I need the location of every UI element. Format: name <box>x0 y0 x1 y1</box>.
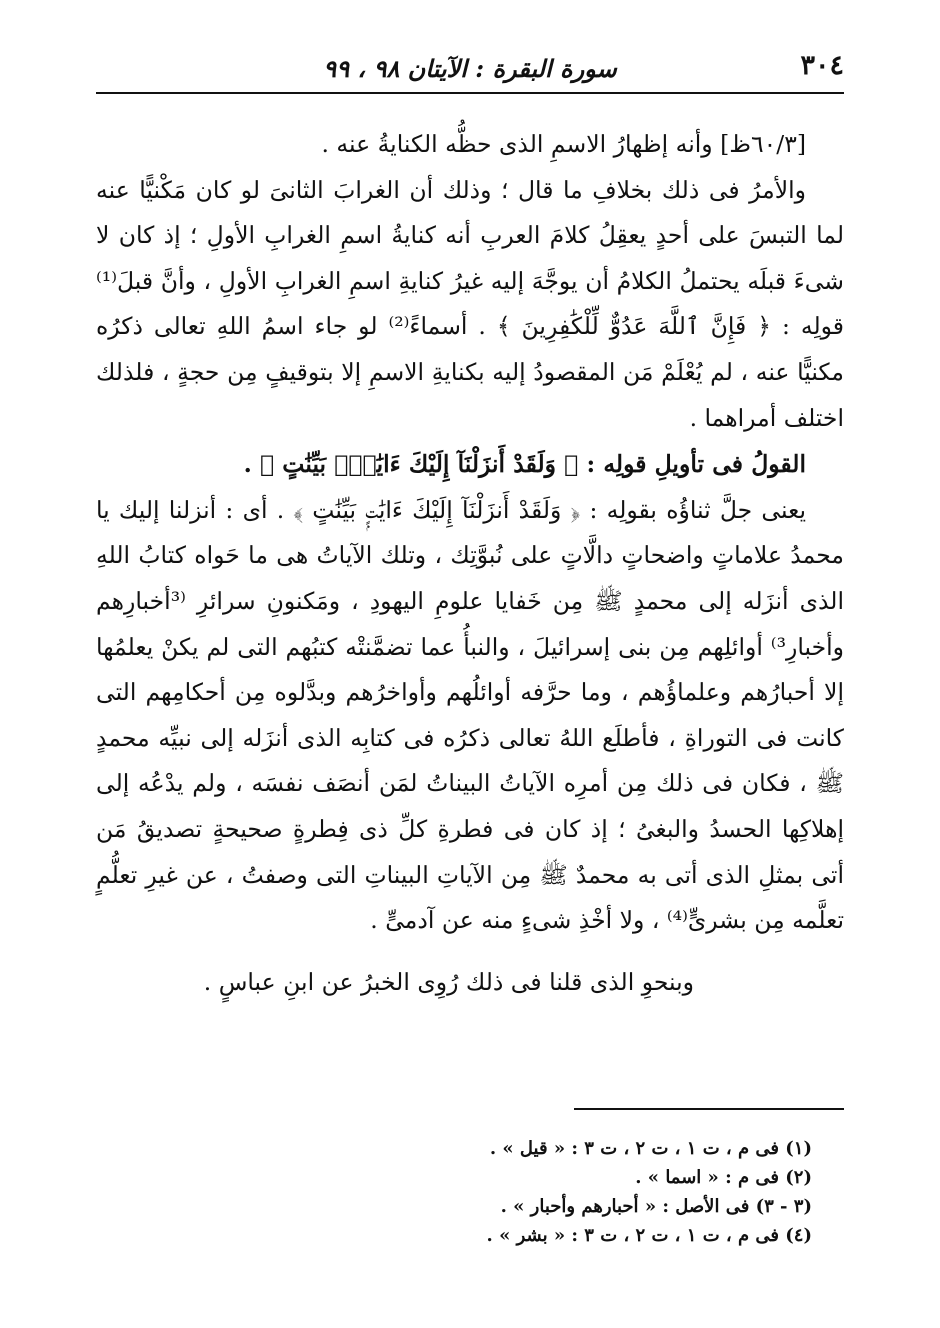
footnote-3: (٣ - ٣) فى الأصل : « أحبارهم وأحبار » . <box>500 1196 812 1217</box>
paragraph-3: يعنى جلَّ ثناؤُه بقولِه : ﴿ وَلَقَدْ أَنزَلْنَآ إِلَيْكَ ءَايَٰتٍۭ بَيِّنَٰتٍ ﴾ . أى : أنزلنا إليك يا محمدُ علاماتٍ واضحاتٍ دالَّاتٍ على نُبوَّتِك ، وتلك الآياتُ هى ما حَواه كتابُ اللهِ الذى أنزَله إلى محمدٍ ﷺ مِن خَفايا علومِ اليهودِ ، ومَكنونِ سرائرِ ⁽³أخبارِهم وأخبارِ³⁾ أوائلِهم مِن بنى إسرائيلَ ، والنبأُ عما تضمَّنتْه كتبُهم التى لم يكنْ يعلمُها إلا أحبارُهم وعلماؤُهم ، وما حرَّفه أوائلُهم وأواخرُهم وبدَّلوه مِن أحكامِهم التى كانت فى التوراةِ ، فأطلَع اللهُ تعالى ذكرُه فى كتابِه الذى أنزَله إلى نبيِّه محمدٍ ﷺ ، فكان فى ذلك مِن أمرِه الآياتُ البيناتُ لمَن أنصَف نفسَه ، ولم يدْعُه إلى إهلاكِها الحسدُ والبغىُ ؛ إذ كان فى فطرةِ كلِّ ذى فِطرةٍ صحيحةٍ تصديقُ مَن أتى بمثلِ الذى أتى به محمدٌ ﷺ مِن الآياتِ البيناتِ التى وصفتُ ، عن غيرِ تعلُّمٍ تعلَّمه مِن بشرىٍّ⁽⁴⁾ ، ولا أخْذِ شىءٍ منه عن آدمىٍّ . <box>96 495 844 935</box>
footnote-1: (١) فى م ، ت ١ ، ت ٢ ، ت ٣ : « قيل » . <box>489 1138 812 1159</box>
paragraph-1: [٦٠/٣ظ] وأنه إظهارُ الاسمِ الذى حظُّه الكنايةُ عنه . <box>321 130 806 158</box>
footnote-divider <box>574 1108 844 1110</box>
footnote-2: (٢) فى م : « اسما » . <box>635 1167 812 1188</box>
footnotes <box>96 1134 812 1250</box>
main-text <box>96 122 844 1005</box>
page-header <box>96 48 844 94</box>
section-heading: القولُ فى تأويلِ قولِه : ﴿ وَلَقَدْ أَنزَلْنَآ إِلَيْكَ ءَايَٰتٍۭ بَيِّنَٰتٍ ﴾ . <box>243 450 806 479</box>
footnote-4: (٤) فى م ، ت ١ ، ت ٢ ، ت ٣ : « بشر » . <box>486 1225 812 1246</box>
running-title: سورة البقرة : الآيتان ٩٨ ، ٩٩ <box>323 54 617 83</box>
page-number: ٣٠٤ <box>800 50 844 81</box>
paragraph-2: والأمرُ فى ذلك بخلافِ ما قال ؛ وذلك أن الغرابَ الثانىَ لو كان مَكْنيًّا عنه لما التبسَ على أحدٍ يعقِلُ كلامَ العربِ أنه كنايةُ اسمِ الغرابِ الأولِ ؛ إذ كان لا شىءَ قبلَه يحتملُ الكلامُ أن يوجَّهَ إليه غيرُ كنايةِ اسمِ الغرابِ الأولِ ، وأنَّ قبلَ⁽¹⁾ قولِه : ﴿ فَإِنَّ ٱللَّهَ عَدُوٌّ لِّلْكَٰفِرِينَ ﴾ . أسماءً⁽²⁾ لو جاء اسمُ اللهِ تعالى ذكرُه مكنيًّا عنه ، لم يُعْلَمْ مَن المقصودُ إليه بكنايةِ الاسمِ إلا بتوقيفٍ مِن حجةٍ ، فلذلك اختلف أمراهما . <box>96 175 844 432</box>
paragraph-4: وبنحوِ الذى قلنا فى ذلك رُوِى الخبرُ عن ابنِ عباسٍ . <box>203 967 694 996</box>
